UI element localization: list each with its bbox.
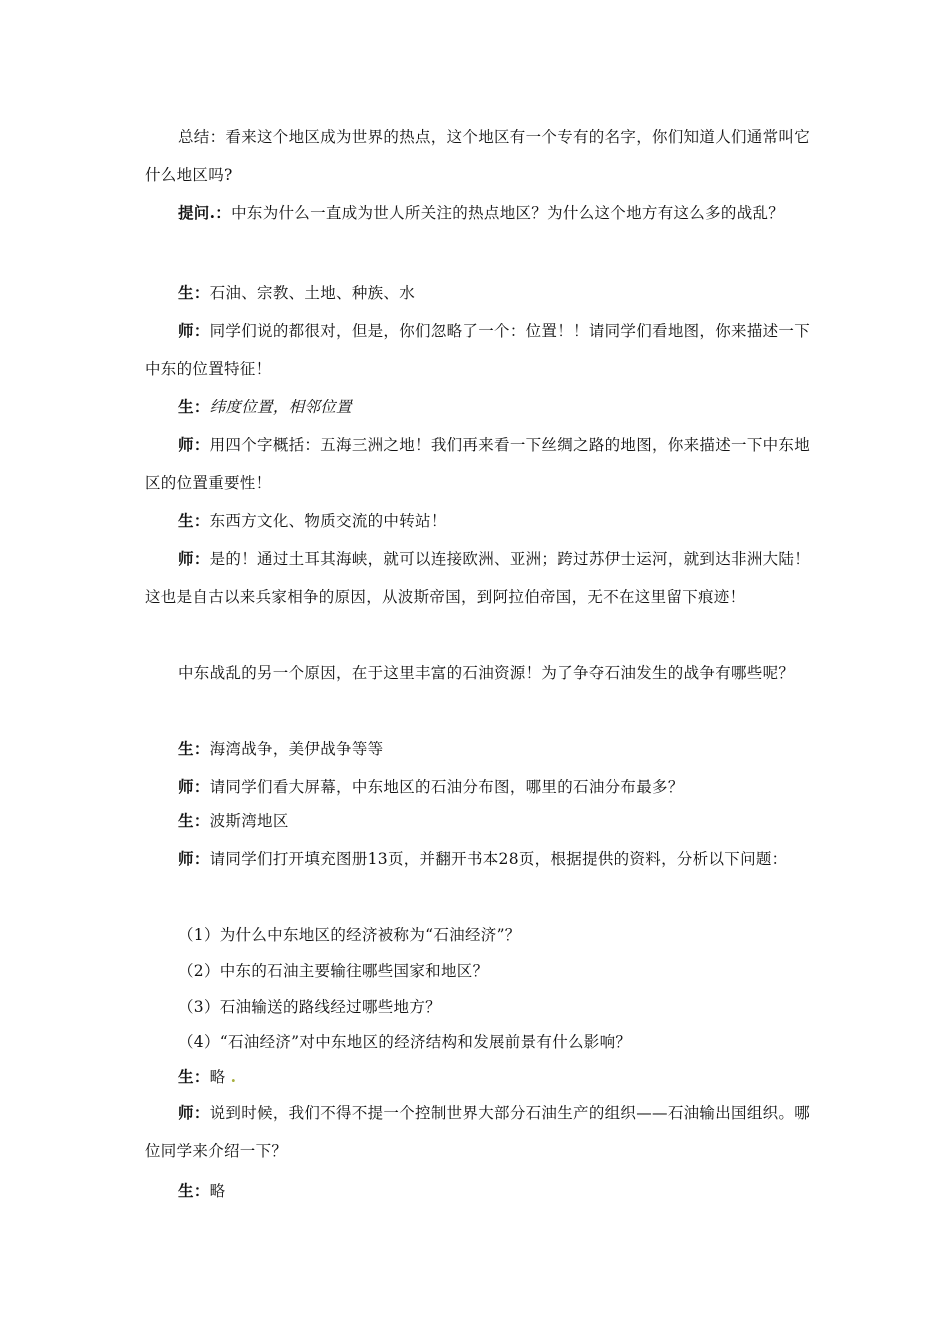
speaker-separator: ： <box>193 1067 210 1086</box>
speaker-label: 生 <box>178 1181 194 1200</box>
speaker-label: 提问 <box>178 203 210 222</box>
student-answer-6: 生：略 . <box>178 1067 237 1086</box>
speaker-separator: ： <box>193 397 210 416</box>
speaker-separator: ： <box>193 1181 210 1200</box>
speaker-separator: ： <box>193 739 210 758</box>
speaker-separator: ： <box>193 435 210 454</box>
teacher-line-4: 师：请同学们看大屏幕，中东地区的石油分布图，哪里的石油分布最多？ <box>178 777 684 796</box>
speaker-label: 师 <box>178 549 194 568</box>
speaker-label: 生 <box>178 511 194 530</box>
speaker-label: 师 <box>178 849 194 868</box>
speaker-separator: ： <box>193 549 210 568</box>
speaker-separator: ： <box>193 1103 210 1122</box>
speaker-label: 生 <box>178 397 194 416</box>
speaker-separator: ： <box>193 849 210 868</box>
summary-paragraph: 总结：看来这个地区成为世界的热点，这个地区有一个专有的名字，你们知道人们通常叫它什么地区吗? <box>145 128 811 184</box>
question-item-2: （2）中东的石油主要输往哪些国家和地区？ <box>178 962 489 980</box>
question-item-1: （1）为什么中东地区的经济被称为“石油经济”？ <box>178 926 521 944</box>
speaker-label: 师 <box>178 435 194 454</box>
oil-war-paragraph: 中东战乱的另一个原因，在于这里丰富的石油资源！为了争夺石油发生的战争有哪些呢？ <box>178 664 795 682</box>
speaker-separator: ： <box>193 811 210 830</box>
speaker-label: 生 <box>178 283 194 302</box>
teacher-line-5: 师：请同学们打开填充图册13页，并翻开书本28页，根据提供的资料，分析以下问题： <box>178 849 788 868</box>
teacher-line-2: 师：用四个字概括：五海三洲之地！我们再来看一下丝绸之路的地图，你来描述一下中东地区的位置重要性！ <box>145 435 811 492</box>
speaker-label: 师 <box>178 1103 194 1122</box>
question-item-4: （4）“石油经济”对中东地区的经济结构和发展前景有什么影响？ <box>178 1033 632 1051</box>
student-answer-4: 生：海湾战争，美伊战争等等 <box>178 739 384 758</box>
teacher-line-3: 师：是的！通过土耳其海峡，就可以连接欧洲、亚洲；跨过苏伊士运河，就到达非洲大陆！ 这也是自古以来兵家相争的原因，从波斯帝国，到阿拉伯帝国，无不在这里留下痕迹！ <box>145 549 811 606</box>
speaker-label: 师 <box>178 321 194 340</box>
speaker-label: 生 <box>178 1067 194 1086</box>
speaker-label: 生 <box>178 811 194 830</box>
speaker-label: 生 <box>178 739 194 758</box>
student-answer-2: 生：纬度位置，相邻位置 <box>178 397 352 416</box>
student-answer-5: 生：波斯湾地区 <box>178 811 289 830</box>
speaker-separator: .： <box>209 203 232 222</box>
student-answer-3: 生：东西方文化、物质交流的中转站！ <box>178 511 447 530</box>
speaker-label: 师 <box>178 777 194 796</box>
speaker-separator: ： <box>193 283 210 302</box>
speaker-separator: ： <box>193 321 210 340</box>
speaker-separator: ： <box>193 777 210 796</box>
teacher-line-6: 师：说到时候，我们不得不提一个控制世界大部分石油生产的组织——石油输出国组织。哪位同学来介绍一下？ <box>145 1103 811 1160</box>
mark-dot: . <box>230 1067 237 1086</box>
student-answer-7: 生：略 <box>178 1181 226 1200</box>
speaker-separator: ： <box>193 511 210 530</box>
teacher-line-1: 师：同学们说的都很对，但是，你们忽略了一个：位置！！请同学们看地图，你来描述一下中东的位置特征！ <box>145 321 811 378</box>
question-paragraph: 提问.：中东为什么一直成为世人所关注的热点地区？为什么这个地方有这么多的战乱？ <box>178 203 785 222</box>
student-answer-1: 生：石油、宗教、土地、种族、水 <box>178 283 416 302</box>
question-item-3: （3）石油输送的路线经过哪些地方？ <box>178 998 441 1016</box>
